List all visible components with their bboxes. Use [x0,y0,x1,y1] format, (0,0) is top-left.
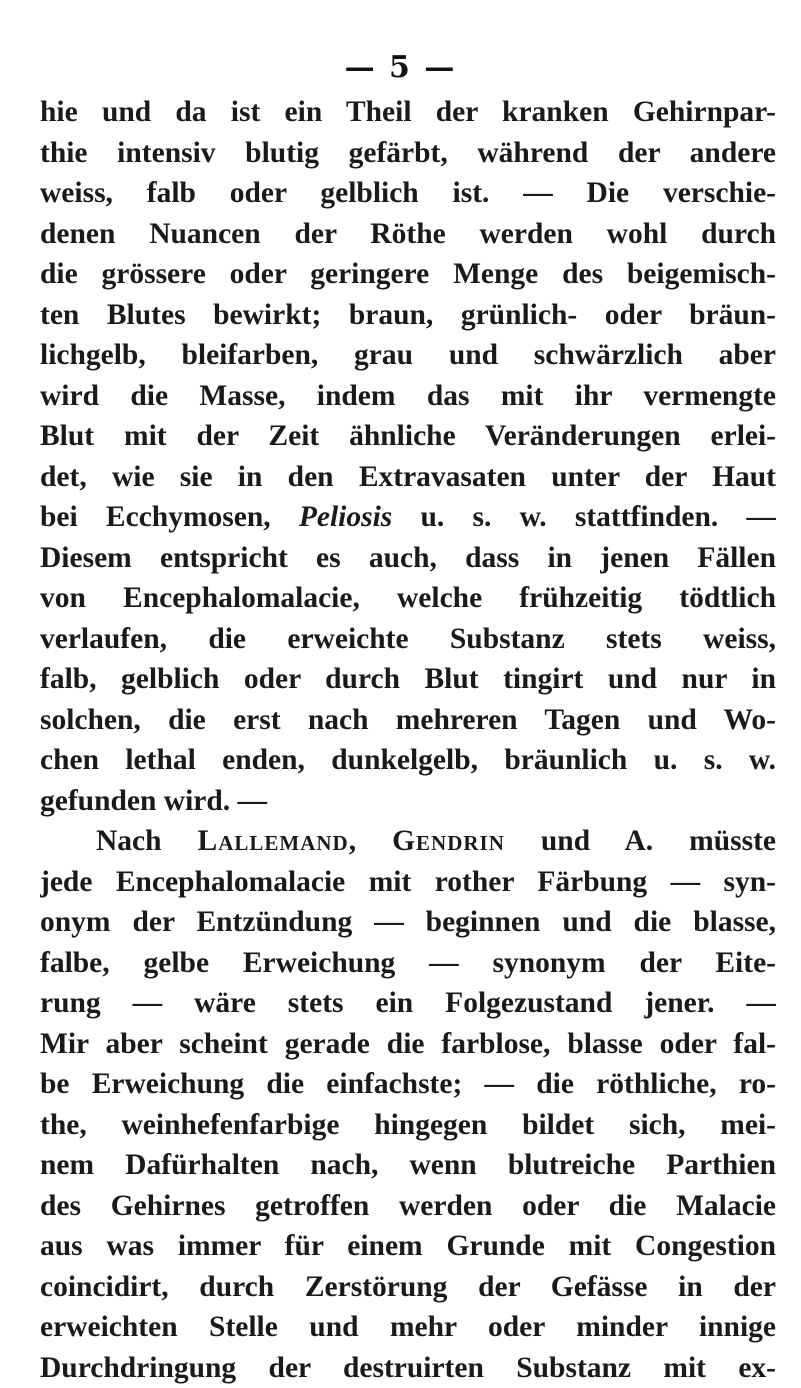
text-line: jede Encephalomalacie mit rother Färbung — syn- [40,862,776,903]
text-line [40,821,776,862]
text-line: solchen, die erst nach mehreren Tagen und Wo- [40,700,776,741]
text-line: aus was immer für einem Grunde mit Congestion [40,1226,776,1267]
text-line: the, weinhefenfarbige hingegen bildet sich, mei- [40,1105,776,1146]
text-line: weiss, falb oder gelblich ist. — Die verschie- [40,173,776,214]
text-line: die grössere oder geringere Menge des beigemisch- [40,254,776,295]
text-line: be Erweichung die einfachste; — die röthliche, ro- [40,1064,776,1105]
text-line: wird die Masse, indem das mit ihr vermengte [40,376,776,417]
author-name: Gendrin [392,825,505,857]
text-line: nem Dafürhalten nach, wenn blutreiche Parthien [40,1145,776,1186]
text-line: des Gehirnes getroffen werden oder die Malacie [40,1186,776,1227]
text-line: verlaufen, die erweichte Substanz stets weiss, [40,619,776,660]
text-line: Diesem entspricht es auch, dass in jenen Fällen [40,538,776,579]
text-line: lichgelb, bleifarben, grau und schwärzlich aber [40,335,776,376]
text-line: coincidirt, durch Zerstörung der Gefässe in der [40,1267,776,1308]
text-line: chen lethal enden, dunkelgelb, bräunlich u. s. w. [40,740,776,781]
text-line: Durchdringung der destruirten Substanz mit ex- [40,1348,776,1388]
text-run: u. s. w. stattfinden. — [392,501,776,533]
text-line: onym der Entzündung — beginnen und die blasse, [40,902,776,943]
text-line: denen Nuancen der Röthe werden wohl durch [40,214,776,255]
text-line: thie intensiv blutig gefärbt, während der andere [40,133,776,174]
text-run: Nach [96,825,198,857]
text-line [40,497,776,538]
text-run: , [349,825,392,857]
text-line: falbe, gelbe Erweichung — synonym der Eite- [40,943,776,984]
text-run: und A. müsste [505,825,776,857]
text-line: erweichten Stelle und mehr oder minder innige [40,1307,776,1348]
text-line: hie und da ist ein Theil der kranken Gehirnpar- [40,92,776,133]
text-line: Mir aber scheint gerade die farblose, blasse oder fal- [40,1024,776,1065]
text-line: gefunden wird. — [40,781,776,822]
text-line: falb, gelblich oder durch Blut tingirt und nur in [40,659,776,700]
author-name: Lallemand [198,825,349,857]
page-number: — 5 — [0,50,801,85]
text-line: ten Blutes bewirkt; braun, grünlich- oder bräun- [40,295,776,336]
text-line: det, wie sie in den Extravasaten unter der Haut [40,457,776,498]
body-text [40,92,776,1388]
text-run: bei Ecchymosen, [40,501,299,533]
italic-term: Peliosis [299,501,392,533]
text-line: rung — wäre stets ein Folgezustand jener. — [40,983,776,1024]
text-line: von Encephalomalacie, welche frühzeitig tödtlich [40,578,776,619]
text-line: Blut mit der Zeit ähnliche Veränderungen erlei- [40,416,776,457]
